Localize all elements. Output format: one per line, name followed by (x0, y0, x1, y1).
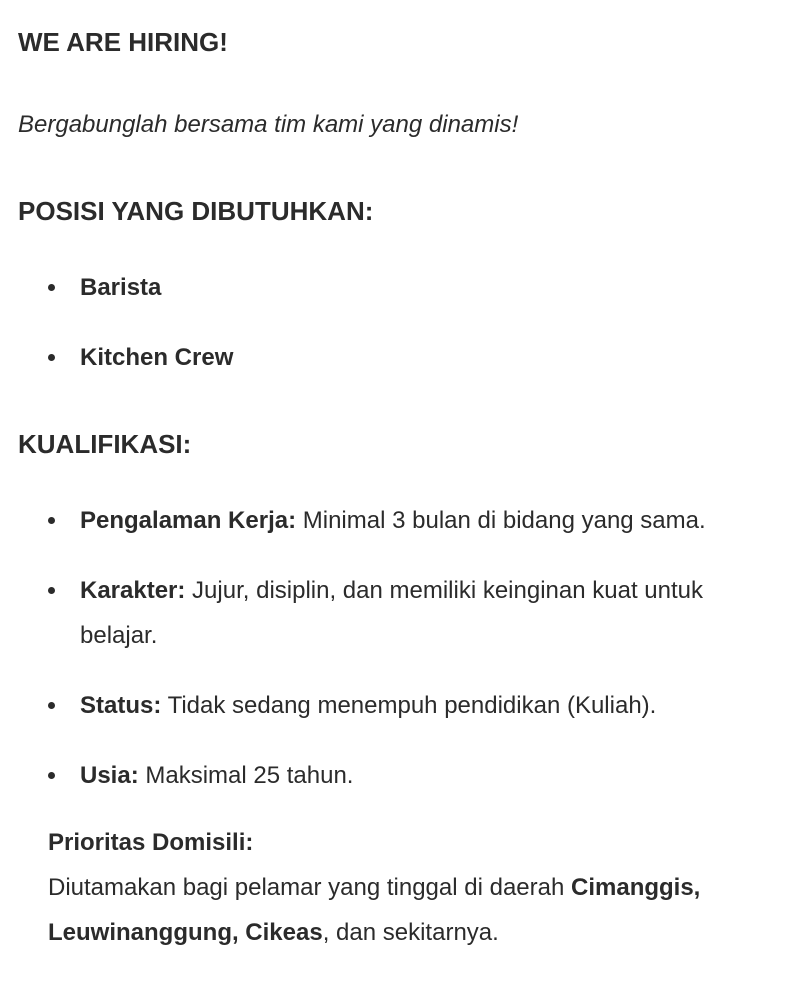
qualifications-list (18, 498, 777, 798)
domicile-text-suffix: , dan sekitarnya. (322, 919, 499, 946)
qualification-label: Status: (80, 692, 162, 719)
qualifications-heading: KUALIFIKASI: (18, 429, 192, 459)
qualification-label: Pengalaman Kerja: (80, 507, 297, 534)
tagline: Bergabunglah bersama tim kami yang dinamis! (18, 111, 519, 138)
qualification-text: Tidak sedang menempuh pendidikan (Kuliah). (161, 692, 657, 719)
positions-list (18, 265, 777, 380)
domicile-areas: Cimanggis, Leuwinanggung, Cikeas (48, 874, 701, 946)
position-label: Barista (80, 274, 162, 301)
list-item-experience (48, 498, 777, 543)
domicile-section (48, 820, 777, 955)
list-item-barista (48, 265, 777, 310)
qualification-text: Jujur, disiplin, dan memiliki keinginan kuat untuk belajar. (80, 577, 703, 649)
qualification-text: Maksimal 25 tahun. (138, 762, 354, 789)
domicile-heading: Prioritas Domisili: (48, 829, 254, 856)
qualification-label: Karakter: (80, 577, 186, 604)
list-item-status (48, 683, 777, 728)
list-item-age (48, 753, 777, 798)
list-item-character (48, 568, 777, 658)
qualification-text: Minimal 3 bulan di bidang yang sama. (296, 507, 706, 534)
domicile-text-prefix: Diutamakan bagi pelamar yang tinggal di daerah (48, 874, 571, 901)
list-item-kitchen-crew (48, 335, 777, 380)
positions-heading: POSISI YANG DIBUTUHKAN: (18, 196, 374, 226)
qualification-label: Usia: (80, 762, 139, 789)
domicile-text (48, 865, 777, 955)
page-title: WE ARE HIRING! (18, 27, 228, 57)
position-label: Kitchen Crew (80, 344, 234, 371)
